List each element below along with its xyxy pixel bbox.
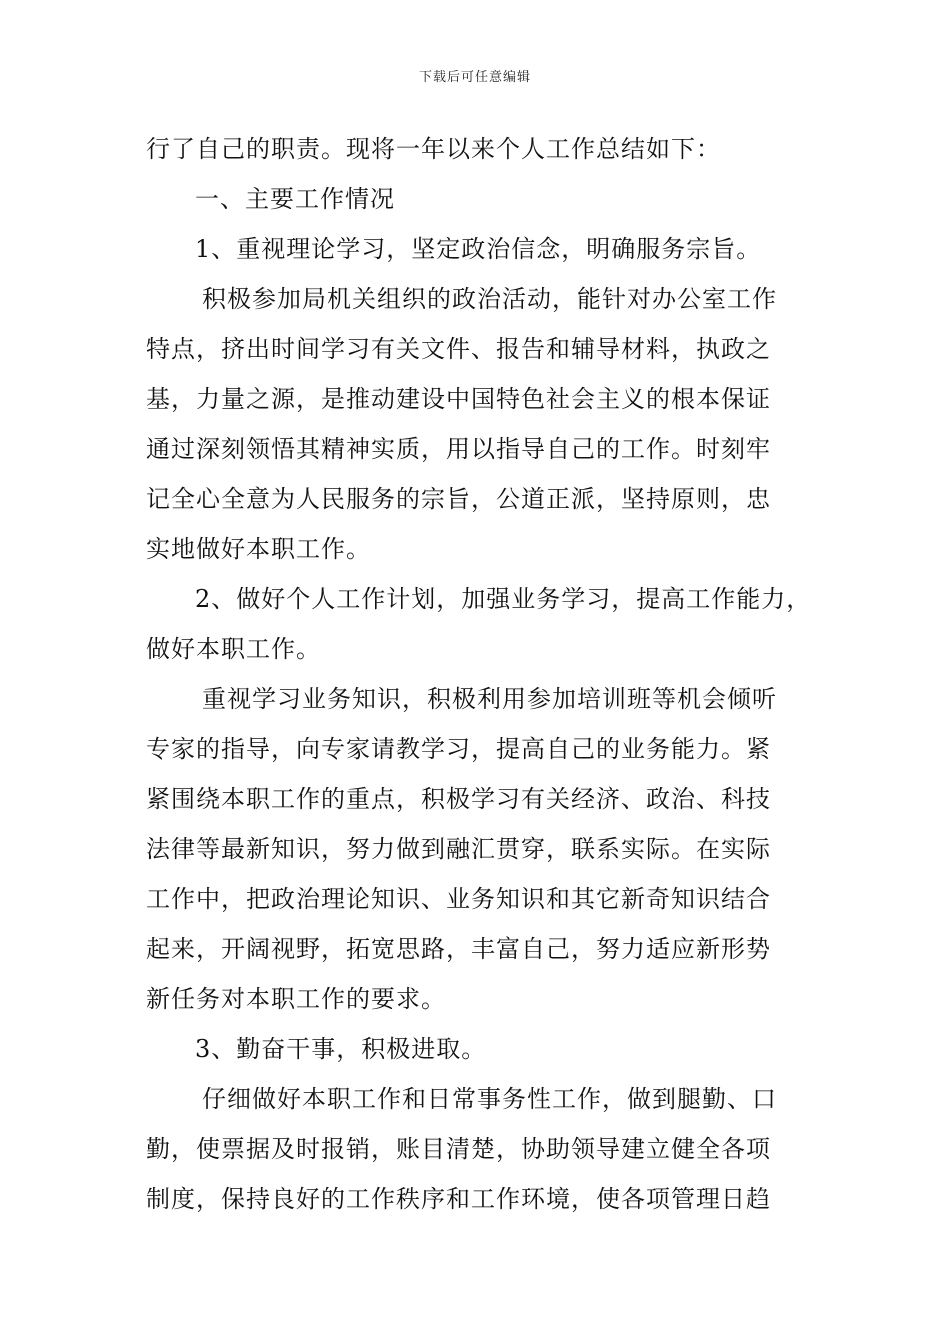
- text-line: 工作中，把政治理论知识、业务知识和其它新奇知识结合: [146, 885, 771, 913]
- text-line: 法律等最新知识，努力做到融汇贯穿，联系实际。在实际: [146, 835, 771, 863]
- subsection-heading: 3、勤奋干事，积极进取。: [195, 1035, 487, 1063]
- section-heading: 一、主要工作情况: [195, 185, 395, 213]
- paragraph-start: 积极参加局机关组织的政治活动，能针对办公室工作: [202, 285, 777, 313]
- text-line: 记全心全意为人民服务的宗旨，公道正派，坚持原则，忠: [146, 485, 771, 513]
- text-line: 实地做好本职工作。: [146, 535, 371, 563]
- paragraph-start: 重视学习业务知识，积极利用参加培训班等机会倾听: [202, 685, 777, 713]
- text-line: 勤，使票据及时报销，账目清楚，协助领导建立健全各项: [146, 1135, 771, 1163]
- text-line: 制度，保持良好的工作秩序和工作环境，使各项管理日趋: [146, 1185, 771, 1213]
- text-line: 特点，挤出时间学习有关文件、报告和辅导材料，执政之: [146, 335, 771, 363]
- text-line: 通过深刻领悟其精神实质，用以指导自己的工作。时刻牢: [146, 435, 771, 463]
- paragraph-start: 仔细做好本职工作和日常事务性工作，做到腿勤、口: [202, 1085, 777, 1113]
- page-header: 下载后可任意编辑: [418, 70, 531, 85]
- subsection-heading: 2、做好个人工作计划，加强业务学习，提高工作能力，: [195, 585, 812, 613]
- text-line: 基，力量之源，是推动建设中国特色社会主义的根本保证: [146, 385, 771, 413]
- text-line: 起来，开阔视野，拓宽思路，丰富自己，努力适应新形势: [146, 935, 771, 963]
- text-line: 紧围绕本职工作的重点，积极学习有关经济、政治、科技: [146, 785, 771, 813]
- text-line: 做好本职工作。: [146, 635, 321, 663]
- text-line: 行了自己的职责。现将一年以来个人工作总结如下：: [146, 135, 721, 163]
- subsection-heading: 1、重视理论学习，坚定政治信念，明确服务宗旨。: [195, 235, 762, 263]
- text-line: 新任务对本职工作的要求。: [146, 985, 446, 1013]
- text-line: 专家的指导，向专家请教学习，提高自己的业务能力。紧: [146, 735, 771, 763]
- document-body: [146, 124, 812, 1224]
